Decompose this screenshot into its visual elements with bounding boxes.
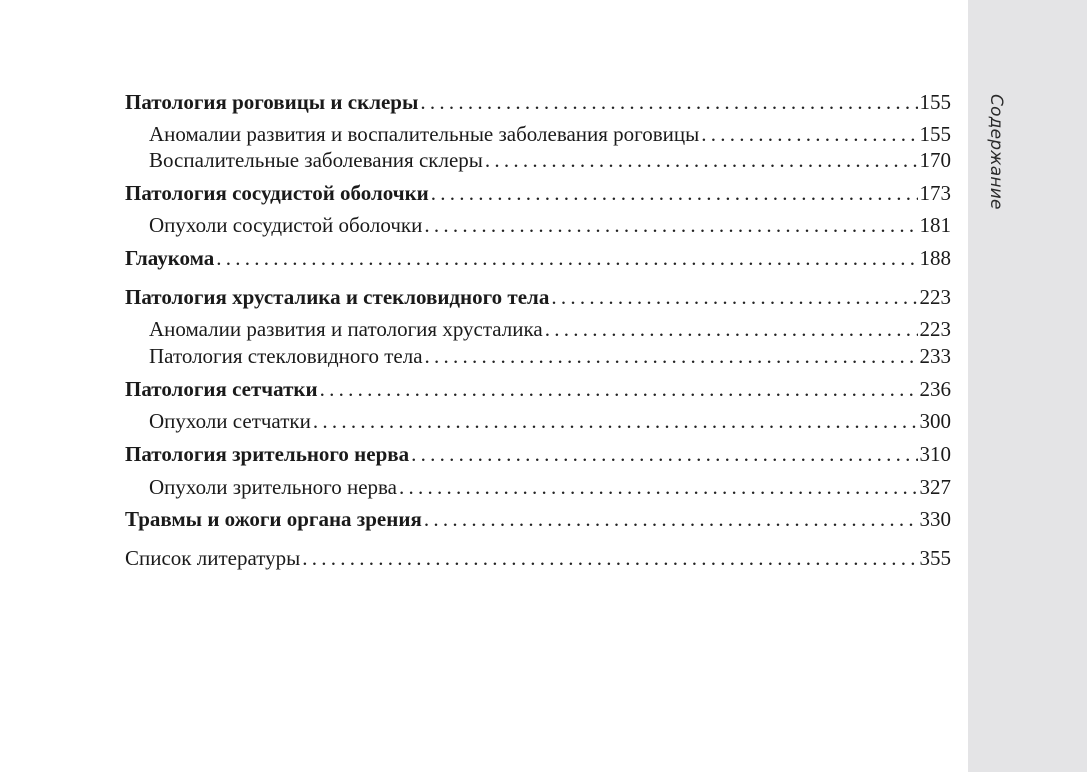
dot-leader	[216, 246, 917, 270]
toc-entry-page: 188	[919, 246, 951, 270]
toc-entry[interactable]	[149, 213, 951, 237]
dot-leader	[424, 213, 917, 237]
section-label: Содержание	[986, 94, 1006, 210]
dot-leader	[551, 285, 917, 309]
dot-leader	[399, 475, 918, 499]
toc-entry-title: Аномалии развития и патология хрусталика	[149, 317, 543, 341]
toc-entry-page: 236	[919, 377, 951, 401]
dot-leader	[313, 409, 918, 433]
toc-entry[interactable]	[125, 90, 951, 114]
toc-entry-title: Воспалительные заболевания склеры	[149, 148, 483, 172]
dot-leader	[701, 122, 917, 146]
dot-leader	[431, 181, 918, 205]
toc-entry[interactable]	[149, 148, 951, 172]
toc-entry[interactable]	[125, 285, 951, 309]
toc-entry-page: 233	[919, 344, 951, 368]
dot-leader	[302, 546, 917, 570]
toc-entry[interactable]	[149, 122, 951, 146]
toc-entry[interactable]	[125, 546, 951, 570]
toc-entry-title: Список литературы	[125, 546, 301, 570]
toc-entry[interactable]	[125, 181, 951, 205]
toc-entry-page: 355	[919, 546, 951, 570]
toc-entry-title: Травмы и ожоги органа зрения	[125, 507, 422, 531]
toc-entry[interactable]	[125, 442, 951, 466]
dot-leader	[420, 90, 917, 114]
dot-leader	[424, 507, 918, 531]
toc-entry-page: 170	[919, 148, 951, 172]
toc-entry-page: 223	[919, 285, 951, 309]
toc-entry[interactable]	[149, 344, 951, 368]
toc-entry[interactable]	[125, 377, 951, 401]
toc-entry-title: Патология сосудистой оболочки	[125, 181, 429, 205]
toc-entry[interactable]	[149, 475, 951, 499]
toc-entry-title: Опухоли зрительного нерва	[149, 475, 397, 499]
dot-leader	[545, 317, 918, 341]
toc-entry[interactable]	[149, 317, 951, 341]
toc-entry-title: Патология сетчатки	[125, 377, 318, 401]
toc-entry-page: 330	[919, 507, 951, 531]
toc-entry-page: 223	[919, 317, 951, 341]
dot-leader	[485, 148, 918, 172]
toc-entry-title: Патология роговицы и склеры	[125, 90, 419, 114]
toc-entry[interactable]	[149, 409, 951, 433]
toc-entry-title: Патология стекловидного тела	[149, 344, 423, 368]
toc-entry-title: Опухоли сетчатки	[149, 409, 311, 433]
toc-entry-page: 173	[919, 181, 951, 205]
toc-entry-page: 181	[919, 213, 951, 237]
toc-entry-title: Опухоли сосудистой оболочки	[149, 213, 423, 237]
toc-entry-title: Глаукома	[125, 246, 215, 270]
toc-entry-title: Патология зрительного нерва	[125, 442, 410, 466]
toc-entry-page: 310	[919, 442, 951, 466]
toc-entry-page: 327	[919, 475, 951, 499]
toc-entry-page: 155	[919, 122, 951, 146]
toc-entry[interactable]	[125, 507, 951, 531]
toc-entry-page: 300	[919, 409, 951, 433]
dot-leader	[411, 442, 917, 466]
toc-entry[interactable]	[125, 246, 951, 270]
toc-entry-title: Патология хрусталика и стекловидного тела	[125, 285, 550, 309]
toc-entry-page: 155	[919, 90, 951, 114]
dot-leader	[425, 344, 918, 368]
toc-entry-title: Аномалии развития и воспалительные заболевания роговицы	[149, 122, 700, 146]
dot-leader	[320, 377, 918, 401]
